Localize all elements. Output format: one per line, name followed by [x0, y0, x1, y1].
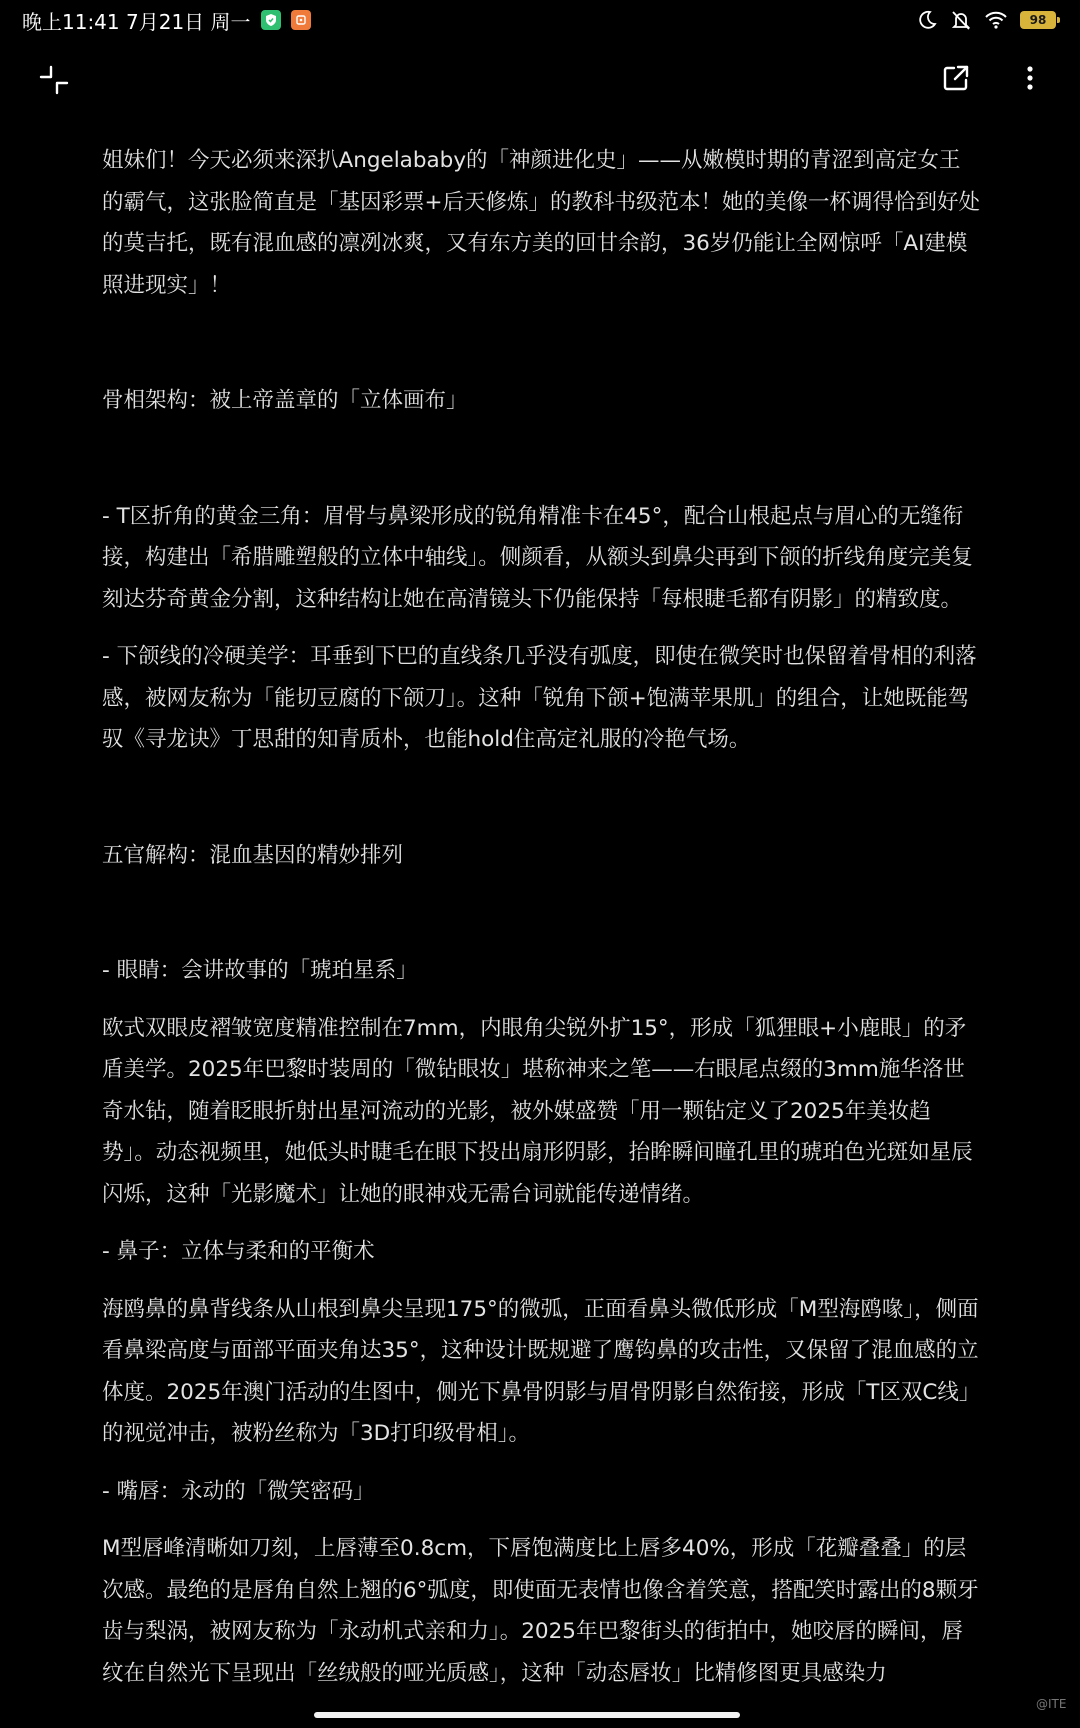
status-left — [22, 6, 311, 35]
subheading: - 嘴唇：永动的「微笑密码」 — [102, 1478, 375, 1504]
spacer — [102, 422, 982, 496]
watermark: @ITE — [1036, 1697, 1067, 1711]
spacer — [102, 876, 982, 950]
status-right — [904, 9, 1056, 31]
status-time: 晚上11:41 7月21日 周一 — [22, 9, 251, 34]
open-external-button[interactable] — [938, 60, 974, 96]
paragraph: - T区折角的黄金三角：眉骨与鼻梁形成的锐角精准卡在45°，配合山根起点与眉心的无缝衔接，构建出「希腊雕塑般的立体中轴线」。侧颜看，从额头到鼻尖再到下颌的折线角度完美复刻达芬奇黄金分割，这种结构让她在高清镜头下仍能保持「每根睫毛都有阴影」的精致度。 — [102, 503, 973, 612]
paragraph: - 下颌线的冷硬美学：耳垂到下巴的直线条几乎没有弧度，即使在微笑时也保留着骨相的利落感，被网友称为「能切豆腐的下颌刀」。这种「锐角下颌+饱满苹果肌」的组合，让她既能驾驭《寻龙诀》丁思甜的知青质朴，也能hold住高定礼服的冷艳气场。 — [102, 644, 977, 752]
spacer — [102, 992, 982, 1008]
spacer — [102, 620, 982, 636]
mute-bell-icon — [950, 9, 972, 31]
article-intro: 姐妹们！今天必须来深扒Angelababy的「神颜进化史」——从嫩模时期的青涩到高定女王的霸气，这张脸简直是「基因彩票+后天修炼」的教科书级范本！她的美像一杯调得恰到好处的莫吉托，既有混血感的凛冽冰爽，又有东方美的回甘余韵，36岁仍能让全网惊呼「AI建模照进现实」！ — [102, 148, 981, 298]
notification-app-icon — [291, 10, 311, 30]
spacer — [102, 1512, 982, 1528]
more-vertical-icon — [1012, 60, 1048, 96]
section-heading: 骨相架构：被上帝盖章的「立体画布」 — [102, 388, 468, 413]
paragraph: M型唇峰清晰如刀刻，上唇薄至0.8cm，下唇饱满度比上唇多40%，形成「花瓣叠叠」的层次感。最绝的是唇角自然上翘的6°弧度，即使面无表情也像含着笑意，搭配笑时露出的8颗牙齿与梨涡，被网友称为「永动机式亲和力」。2025年巴黎街头的街拍中，她咬唇的瞬间，唇纹在自然光下呈现出「丝绒般的哑光质感」，这种「动态唇妆」比精修图更具感染力 — [102, 1536, 979, 1686]
spacer — [102, 306, 982, 380]
paragraph: 海鸥鼻的鼻背线条从山根到鼻尖呈现175°的微弧，正面看鼻头微低形成「M型海鸥喙」，侧面看鼻梁高度与面部平面夹角达35°，这种设计既规避了鹰钩鼻的攻击性，又保留了混血感的立体度。2025年澳门活动的生图中，侧光下鼻骨阴影与眉骨阴影自然衔接，形成「T区双C线」的视觉冲击，被粉丝称为「3D打印级骨相」。 — [102, 1296, 981, 1446]
top-toolbar — [0, 52, 1080, 108]
section-heading: 五官解构：混血基因的精妙排列 — [102, 842, 404, 868]
spacer — [102, 761, 982, 835]
more-options-button[interactable] — [1012, 60, 1048, 96]
spacer — [102, 1273, 982, 1289]
spacer — [102, 1215, 982, 1231]
paragraph: 欧式双眼皮褶皱宽度精准控制在7mm，内眼角尖锐外扩15°，形成「狐狸眼+小鹿眼」的矛盾美学。2025年巴黎时装周的「微钻眼妆」堪称神来之笔——右眼尾点缀的3mm施华洛世奇水钻，随着眨眼折射出星河流动的光影，被外媒盛赞「用一颗钻定义了2025年美妆趋势」。动态视频里，她低头时睫毛在眼下投出扇形阴影，抬眸瞬间瞳孔里的琥珀色光斑如星辰闪烁，这种「光影魔术」让她的眼神戏无需台词就能传递情绪。 — [102, 1015, 973, 1207]
battery-indicator: 98 — [1020, 11, 1056, 29]
subheading: - 鼻子：立体与柔和的平衡术 — [102, 1239, 375, 1264]
collapse-button[interactable] — [36, 62, 72, 98]
status-bar — [0, 0, 1080, 40]
subheading: - 眼睛：会讲故事的「琥珀星系」 — [102, 958, 418, 983]
spacer — [102, 1455, 982, 1471]
do-not-disturb-moon-icon — [916, 9, 938, 31]
home-indicator[interactable] — [314, 1712, 740, 1718]
share-icon — [938, 60, 974, 96]
article-body — [102, 140, 982, 1694]
security-app-icon — [261, 10, 281, 30]
wifi-icon — [984, 10, 1008, 30]
collapse-icon — [36, 62, 72, 98]
